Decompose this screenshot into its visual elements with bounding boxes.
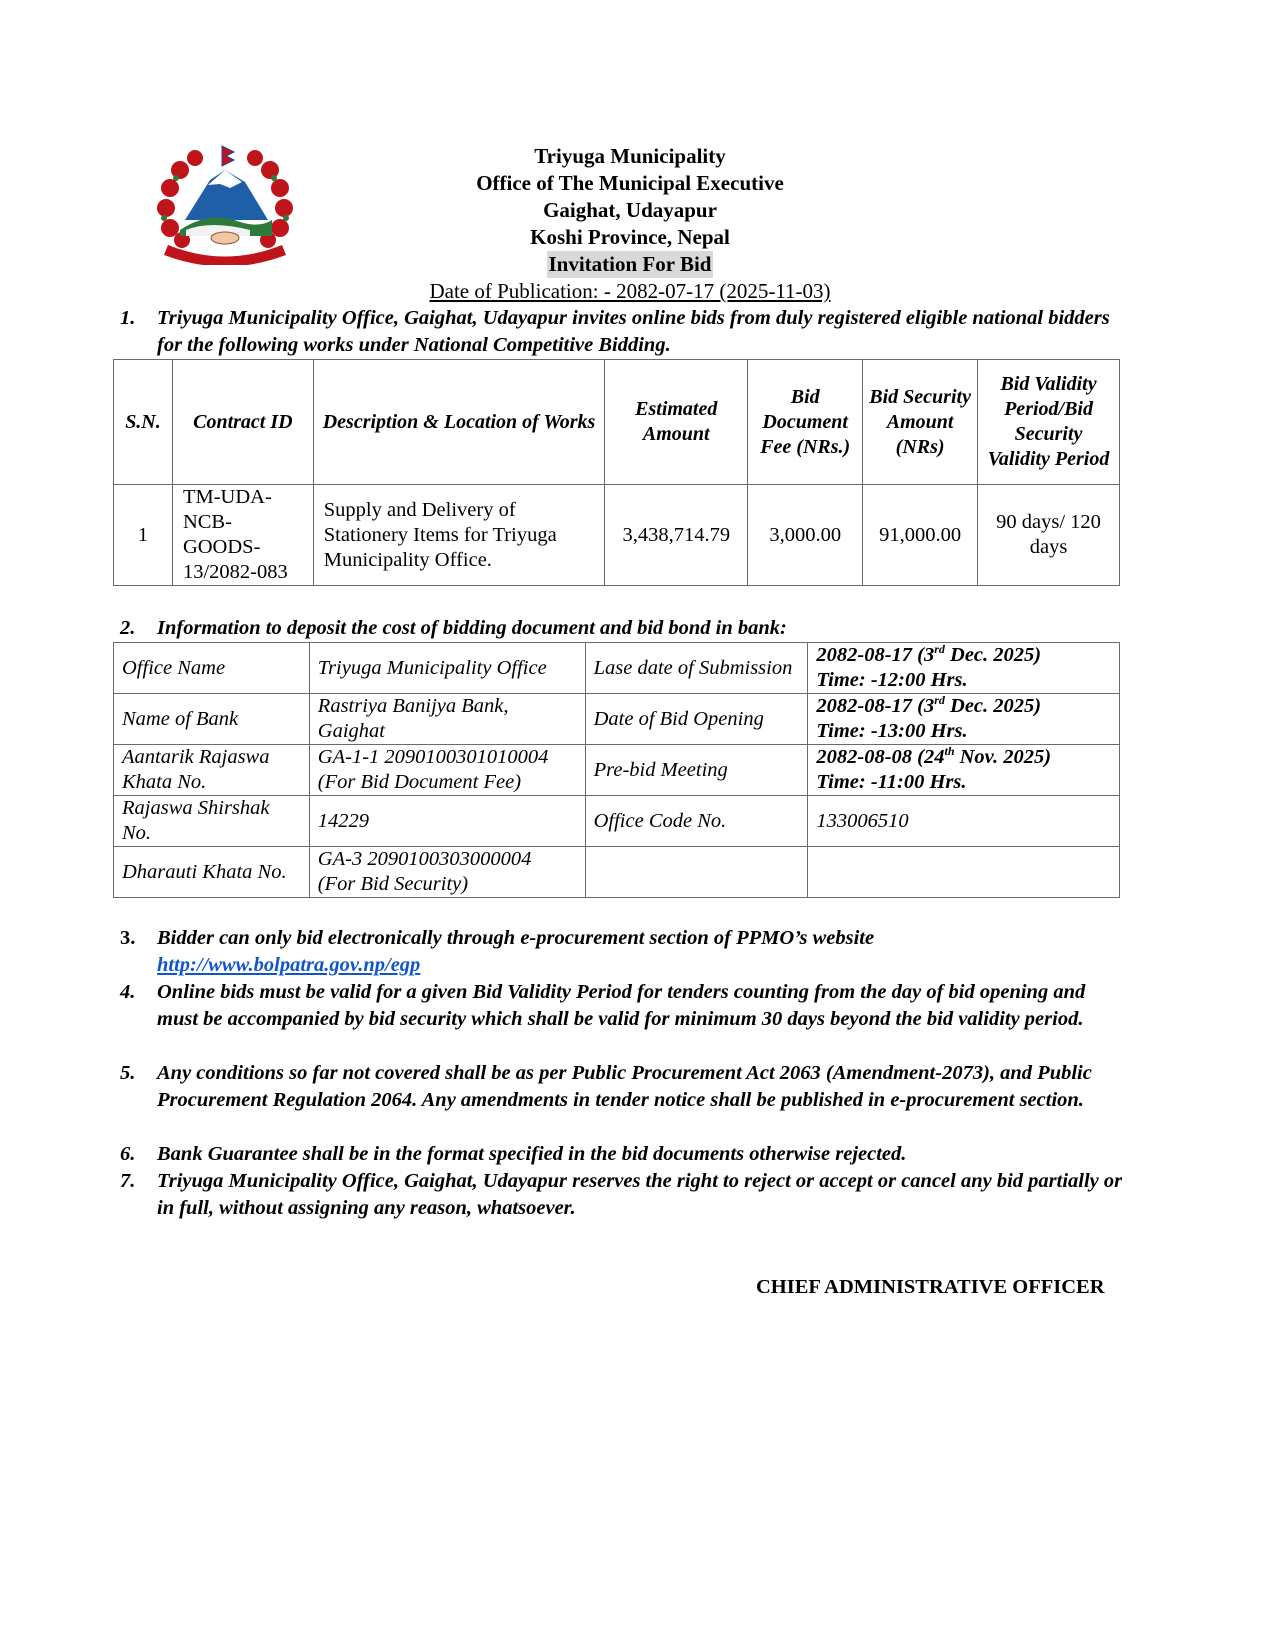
cell-security-amount: 91,000.00: [863, 485, 978, 586]
paragraph-text: Triyuga Municipality Office, Gaighat, Udayapur reserves the right to reject or accept or cancel any bid partially or in full, without assigning any reason, whatsoever.: [157, 1170, 1123, 1219]
paragraph-number: 7.: [120, 1170, 136, 1192]
paragraph-2: [120, 615, 1130, 642]
label-pre-bid-meeting: Pre-bid Meeting: [585, 745, 808, 796]
label-office-code: Office Code No.: [585, 796, 808, 847]
label-revenue-account: Aantarik Rajaswa Khata No.: [114, 745, 310, 796]
value-revenue-account: [309, 745, 585, 796]
column-header-contract-id: Contract ID: [172, 360, 313, 485]
cell-description: Supply and Delivery of Stationery Items for Triyuga Municipality Office.: [313, 485, 605, 586]
paragraph-text: Online bids must be valid for a given Bid Validity Period for tenders counting from the day of bid opening and must be accompanied by bid security which shall be valid for minimum 30 days beyond the bid validity period.: [157, 981, 1086, 1030]
paragraph-7: [120, 1168, 1130, 1222]
organization-name: Triyuga Municipality: [534, 144, 726, 168]
date-text-rest: Dec. 2025): [944, 644, 1042, 666]
paragraph-1: [120, 305, 1130, 359]
date-suffix: rd: [934, 693, 945, 708]
value-pre-bid-meeting: [808, 745, 1120, 796]
cell-contract-id: TM-UDA-NCB-GOODS-13/2082-083: [172, 485, 313, 586]
signatory-title: CHIEF ADMINISTRATIVE OFFICER: [756, 1276, 1105, 1298]
column-header-description: Description & Location of Works: [313, 360, 605, 485]
paragraph-text: Bidder can only bid electronically through e-procurement section of PPMO’s website: [157, 927, 875, 949]
time-text: Time: -13:00 Hrs.: [816, 720, 968, 742]
date-suffix: th: [944, 744, 955, 759]
account-note: (For Bid Security): [317, 873, 469, 895]
nepal-government-emblem-icon: [150, 140, 300, 265]
paragraph-text: Information to deposit the cost of bidding document and bid bond in bank:: [157, 617, 787, 639]
date-text-rest: Nov. 2025): [954, 746, 1052, 768]
paragraph-text: Triyuga Municipality Office, Gaighat, Udayapur invites online bids from duly registered eligible national bidders for the following works under National Competitive Bidding.: [157, 307, 1110, 356]
table-row: [114, 847, 1120, 898]
table-row: [114, 796, 1120, 847]
account-number: GA-3 2090100303000004: [317, 848, 532, 870]
value-office-code: 133006510: [808, 796, 1120, 847]
date-text: 2082-08-17 (3: [816, 644, 935, 666]
label-bank-name: Name of Bank: [114, 694, 310, 745]
label-office-name: Office Name: [114, 643, 310, 694]
empty-cell: [585, 847, 808, 898]
bolpatra-website-link[interactable]: http://www.bolpatra.gov.np/egp: [157, 954, 421, 976]
date-text-rest: Dec. 2025): [944, 695, 1042, 717]
date-text: 2082-08-17 (3: [816, 695, 935, 717]
paragraph-number: 6.: [120, 1143, 136, 1165]
value-bank-name: Rastriya Banijya Bank, Gaighat: [309, 694, 585, 745]
paragraph-number: 4.: [120, 981, 136, 1003]
cell-doc-fee: 3,000.00: [748, 485, 863, 586]
column-header-estimated-amount: Estimated Amount: [605, 360, 748, 485]
paragraph-number: 1.: [120, 307, 136, 329]
label-bid-opening-date: Date of Bid Opening: [585, 694, 808, 745]
paragraph-5: [120, 1060, 1130, 1114]
column-header-validity: Bid Validity Period/Bid Security Validity Period: [978, 360, 1120, 485]
label-last-date-submission: Lase date of Submission: [585, 643, 808, 694]
column-header-doc-fee: Bid Document Fee (NRs.): [748, 360, 863, 485]
paragraph-text: Any conditions so far not covered shall be as per Public Procurement Act 2063 (Amendment-2073), and Public Procurement Regulation 2064. Any amendments in tender notice shall be published in e-procurement section.: [157, 1062, 1092, 1111]
value-last-date-submission: [808, 643, 1120, 694]
paragraph-3: [120, 925, 1130, 979]
table-row: [114, 643, 1120, 694]
cell-validity: 90 days/ 120 days: [978, 485, 1120, 586]
value-office-name: Triyuga Municipality Office: [309, 643, 585, 694]
bank-info-table: [113, 642, 1120, 898]
label-deposit-account: Dharauti Khata No.: [114, 847, 310, 898]
table-row: [114, 745, 1120, 796]
works-table: [113, 359, 1120, 586]
table-row: [114, 694, 1120, 745]
column-header-security-amount: Bid Security Amount (NRs): [863, 360, 978, 485]
time-text: Time: -12:00 Hrs.: [816, 669, 968, 691]
paragraph-text: Bank Guarantee shall be in the format specified in the bid documents otherwise rejected.: [157, 1143, 907, 1165]
column-header-sn: S.N.: [114, 360, 173, 485]
time-text: Time: -11:00 Hrs.: [816, 771, 967, 793]
value-bid-opening-date: [808, 694, 1120, 745]
date-text: 2082-08-08 (24: [816, 746, 945, 768]
table-row: [114, 485, 1120, 586]
publication-date: Date of Publication: - 2082-07-17 (2025-11-03): [429, 279, 831, 303]
cell-estimated-amount: 3,438,714.79: [605, 485, 748, 586]
label-revenue-heading: Rajaswa Shirshak No.: [114, 796, 310, 847]
office-name: Office of The Municipal Executive: [476, 171, 784, 195]
paragraph-number: 5.: [120, 1062, 136, 1084]
notice-title: Invitation For Bid: [548, 252, 712, 276]
value-deposit-account: [309, 847, 585, 898]
date-suffix: rd: [934, 642, 945, 657]
cell-sn: 1: [114, 485, 173, 586]
paragraph-number: 2.: [120, 617, 136, 639]
province: Koshi Province, Nepal: [530, 225, 730, 249]
value-revenue-heading: 14229: [309, 796, 585, 847]
account-note: (For Bid Document Fee): [317, 771, 522, 793]
office-location: Gaighat, Udayapur: [543, 198, 717, 222]
empty-cell: [808, 847, 1120, 898]
paragraph-4: [120, 979, 1130, 1033]
paragraph-number: 3.: [120, 927, 136, 949]
account-number: GA-1-1 2090100301010004: [317, 746, 549, 768]
table-header-row: [114, 360, 1120, 485]
notice-header: [300, 143, 960, 305]
paragraph-6: [120, 1141, 1130, 1168]
